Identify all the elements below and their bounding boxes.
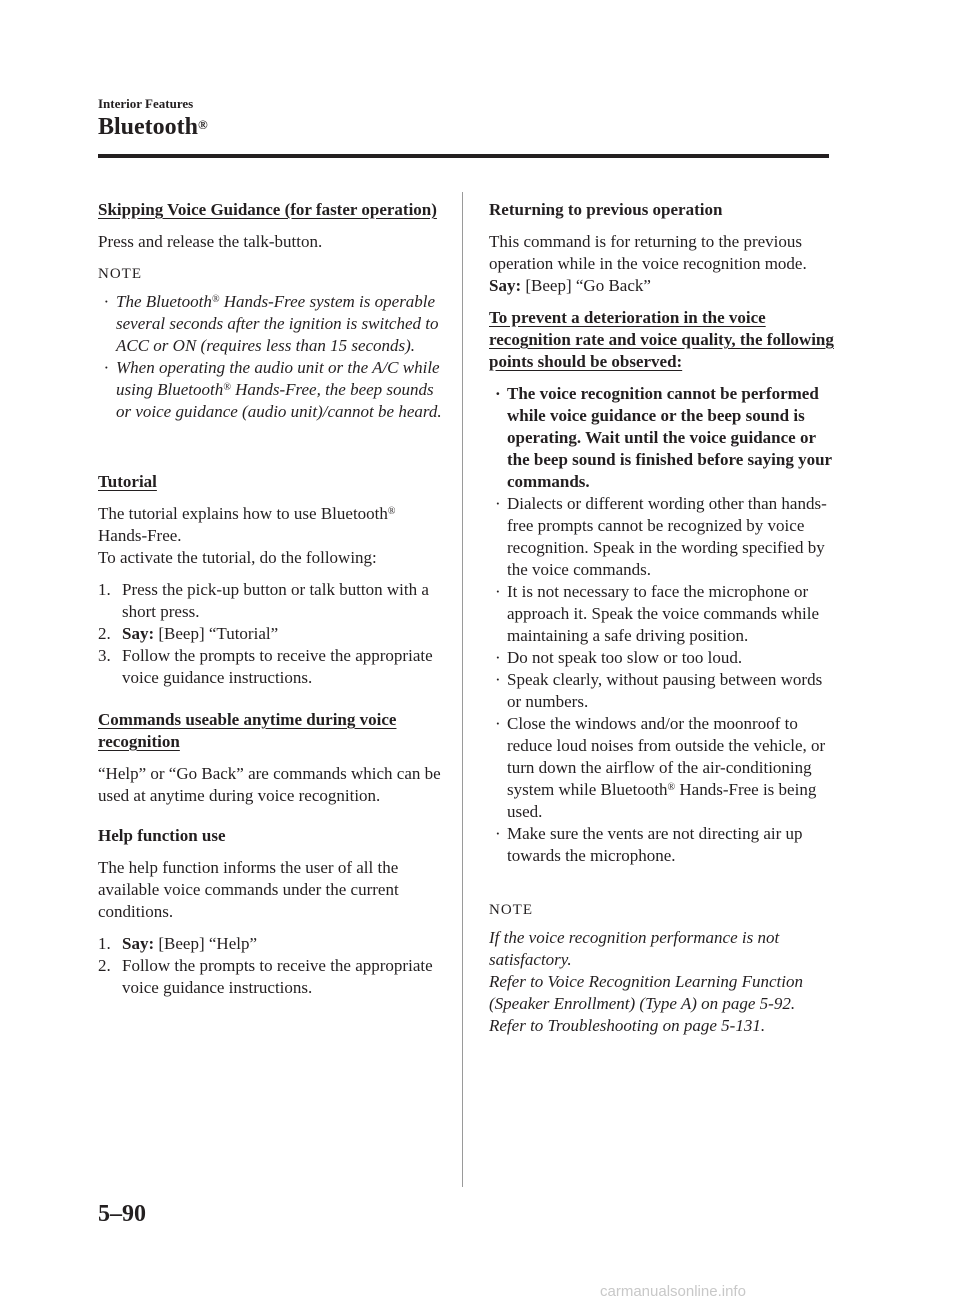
list-item: · It is not necessary to face the microphone or approach it. Speak the voice commands while maintaining a safe driving position. <box>495 582 820 645</box>
page-number: 5–90 <box>98 1201 146 1227</box>
note-label: NOTE <box>98 266 142 282</box>
skip-heading: Skipping Voice Guidance (for faster operation) <box>98 200 437 219</box>
return-heading: Returning to previous operation <box>489 200 723 219</box>
note-item: · When operating the audio unit or the A/C while using Bluetooth® Hands-Free, the beep sounds or voice guidance (audio unit)/cannot be heard. <box>104 358 442 421</box>
note-ref-2: Refer to Troubleshooting on page 5-131. <box>489 1016 766 1035</box>
list-item: 2. Follow the prompts to receive the appropriate voice guidance instructions. <box>98 956 433 997</box>
list-item: · Close the windows and/or the moonroof to reduce loud noises from outside the vehicle, or turn down the airflow of the air-conditioning system while Bluetooth® Hands-Free is being used. <box>495 714 826 821</box>
list-item: 1. Say: [Beep] “Help” <box>98 934 258 953</box>
commands-heading: Commands useable anytime during voice recognition <box>98 710 397 751</box>
note-text: If the voice recognition performance is not satisfactory. <box>489 928 780 969</box>
header-rule <box>98 154 829 158</box>
note-label: NOTE <box>489 902 533 918</box>
list-item: 3. Follow the prompts to receive the appropriate voice guidance instructions. <box>98 646 433 687</box>
list-item: · Do not speak too slow or too loud. <box>495 648 743 667</box>
list-item: · Speak clearly, without pausing between words or numbers. <box>495 670 823 711</box>
commands-body: “Help” or “Go Back” are commands which can be used at anytime during voice recognition. <box>98 764 441 805</box>
registered-mark: ® <box>198 117 208 132</box>
column-divider <box>462 192 463 1187</box>
skip-body: Press and release the talk-button. <box>98 232 323 251</box>
tutorial-steps <box>98 579 443 689</box>
tutorial-intro-2: To activate the tutorial, do the following: <box>98 548 377 567</box>
help-steps <box>98 933 443 999</box>
return-body: This command is for returning to the previous operation while in the voice recognition mode. <box>489 232 807 273</box>
page-title-text: Bluetooth <box>98 114 199 140</box>
note-item: · The Bluetooth® Hands-Free system is operable several seconds after the ignition is switched to ACC or ON (requires less than 15 seconds). <box>104 292 439 355</box>
left-column <box>98 199 443 999</box>
tutorial-intro: The tutorial explains how to use Bluetooth® Hands-Free. <box>98 504 396 545</box>
help-body: The help function informs the user of all the available voice commands under the current conditions. <box>98 858 399 921</box>
right-column <box>489 199 834 1037</box>
section-label: Interior Features <box>98 96 194 111</box>
tutorial-heading: Tutorial <box>98 472 157 491</box>
list-item: 2. Say: [Beep] “Tutorial” <box>98 624 279 643</box>
list-item: 1. Press the pick-up button or talk button with a short press. <box>98 580 429 621</box>
list-item: · Make sure the vents are not directing air up towards the microphone. <box>495 824 803 865</box>
return-say: Say: [Beep] “Go Back” <box>489 276 651 295</box>
list-item: · Dialects or different wording other than hands-free prompts cannot be recognized by voice recognition. Speak in the wording specified by the voice commands. <box>495 494 827 579</box>
prevent-heading: To prevent a deterioration in the voice recognition rate and voice quality, the following points should be observed: <box>489 308 834 371</box>
page-title <box>98 112 208 142</box>
note-list <box>98 291 443 423</box>
watermark: carmanualsonline.info <box>600 1283 746 1300</box>
list-item: · The voice recognition cannot be performed while voice guidance or the beep sound is operating. Wait until the voice guidance or the beep sound is finished before saying your commands. <box>495 384 832 491</box>
note-ref-1: Refer to Voice Recognition Learning Function (Speaker Enrollment) (Type A) on page 5-92. <box>489 972 803 1013</box>
points-list <box>489 383 834 867</box>
help-heading: Help function use <box>98 826 226 845</box>
